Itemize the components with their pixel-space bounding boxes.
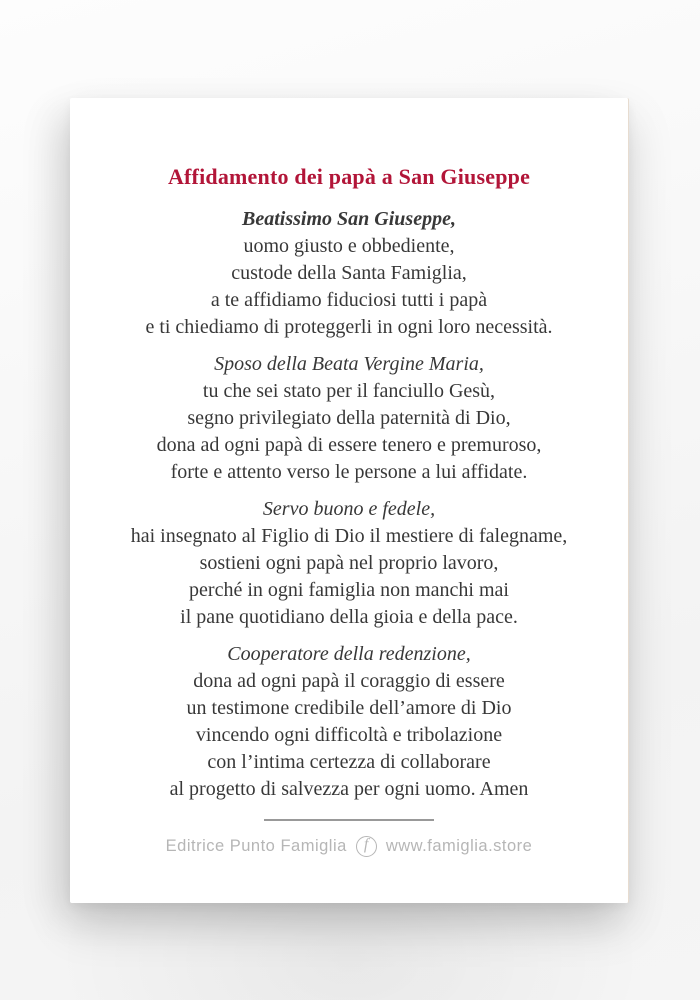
prayer-stanza <box>86 641 612 803</box>
stanza-line: un testimone credibile dell’amore di Dio <box>186 697 512 719</box>
stanza-line: sostieni ogni papà nel proprio lavoro, <box>199 552 499 574</box>
prayer-title: Affidamento dei papà a San Giuseppe <box>167 164 531 189</box>
prayer-body <box>86 206 612 803</box>
footer-divider <box>264 819 434 821</box>
prayer-stanza <box>86 351 612 486</box>
stanza-line: a te affidiamo fiduciosi tutti i papà <box>210 289 488 311</box>
stanza-lead: Beatissimo San Giuseppe, <box>242 208 456 230</box>
stanza-line: al progetto di salvezza per ogni uomo. Amen <box>169 778 529 800</box>
publisher-name: Editrice Punto Famiglia <box>165 836 347 855</box>
stanza-line: custode della Santa Famiglia, <box>231 262 467 284</box>
prayer-stanza <box>86 206 612 341</box>
prayer-card <box>70 98 629 903</box>
stanza-line: hai insegnato al Figlio di Dio il mestiere di falegname, <box>130 525 568 547</box>
stanza-line: il pane quotidiano della gioia e della pace. <box>180 606 518 628</box>
stanza-line: e ti chiediamo di proteggerli in ogni loro necessità. <box>145 316 553 338</box>
stanza-line: dona ad ogni papà il coraggio di essere <box>193 670 505 692</box>
stanza-line: tu che sei stato per il fanciullo Gesù, <box>202 380 496 402</box>
stanza-line: con l’intima certezza di collaborare <box>207 751 491 773</box>
website-url: www.famiglia.store <box>385 836 533 855</box>
famiglia-logo-icon: f <box>356 836 377 857</box>
prayer-stanza <box>86 496 612 631</box>
stanza-line: vincendo ogni difficoltà e tribolazione <box>195 724 503 746</box>
stanza-line: uomo giusto e obbediente, <box>243 235 455 257</box>
stanza-lead: Servo buono e fedele, <box>262 498 436 520</box>
stanza-line: dona ad ogni papà di essere tenero e premuroso, <box>156 434 542 456</box>
stanza-lead: Cooperatore della redenzione, <box>227 643 471 665</box>
stanza-line: perché in ogni famiglia non manchi mai <box>189 579 509 601</box>
publisher-footer <box>86 836 612 857</box>
stanza-line: forte e attento verso le persone a lui affidate. <box>170 461 528 483</box>
stanza-lead: Sposo della Beata Vergine Maria, <box>214 353 484 375</box>
stanza-line: segno privilegiato della paternità di Dio, <box>187 407 511 429</box>
